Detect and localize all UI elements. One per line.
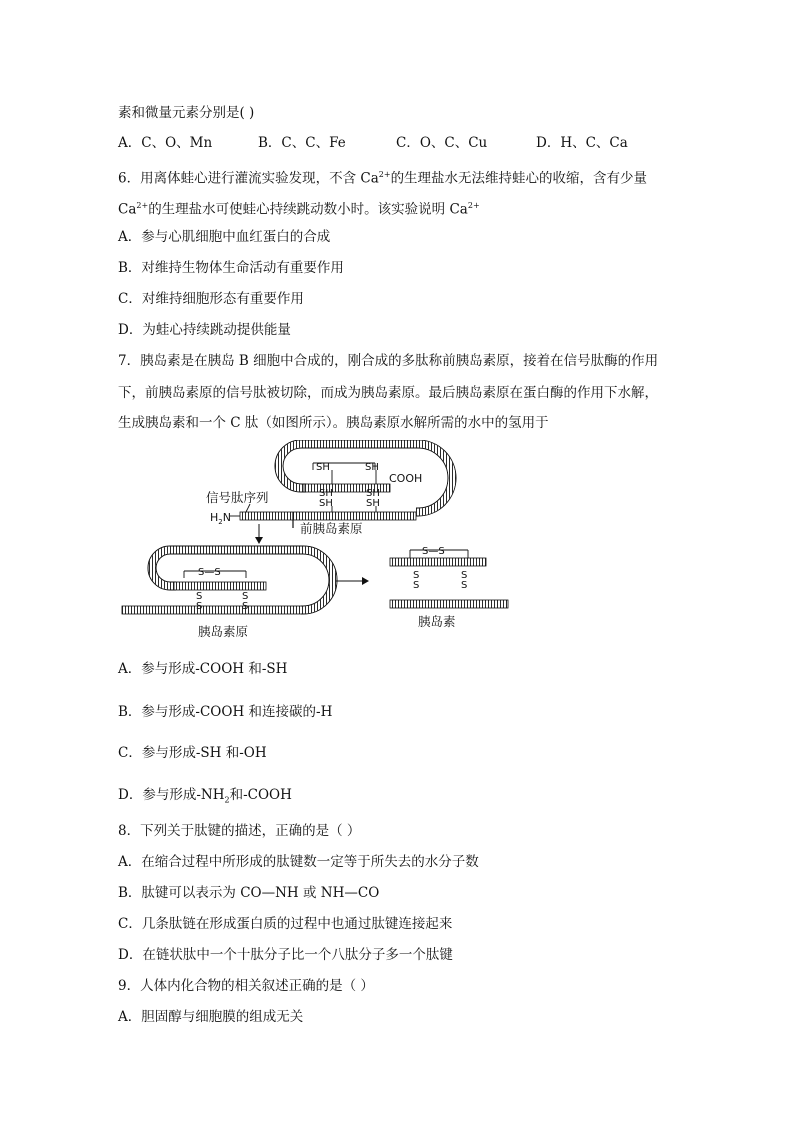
s-label-4: S <box>242 601 249 612</box>
q7-stem-line-3: 生成胰岛素和一个 C 肽（如图所示）。胰岛素原水解所需的水中的氢用于 <box>118 415 549 431</box>
q7-option-a: A．参与形成-COOH 和-SH <box>118 661 288 677</box>
q6-option-a: A．参与心肌细胞中血红蛋白的合成 <box>118 229 331 245</box>
s-label-5: S <box>413 570 420 581</box>
sh-label-5: SH <box>366 488 380 499</box>
sh-label-6: SH <box>366 498 380 509</box>
insulin-disulfide-top: S—S <box>422 546 445 557</box>
sh-label-2: SH <box>365 462 379 473</box>
preproinsulin-diagram <box>206 440 452 536</box>
preproinsulin-label: 前胰岛素原 <box>300 521 363 536</box>
q7-option-b: B．参与形成-COOH 和连接碳的-H <box>118 704 333 720</box>
signal-peptide-label: 信号肽序列 <box>206 490 269 505</box>
insulin-label: 胰岛素 <box>418 614 456 629</box>
q5-stem-tail: 素和微量元素分别是( ) <box>118 105 255 121</box>
q8-stem: 8．下列关于肽键的描述，正确的是（ ） <box>118 823 361 839</box>
q9-option-a: A．胆固醇与细胞膜的组成无关 <box>118 1009 304 1025</box>
s-label-1: S <box>196 591 203 602</box>
q9-stem: 9．人体内化合物的相关叙述正确的是（ ） <box>118 978 374 994</box>
q7-option-c: C．参与形成-SH 和-OH <box>118 745 267 761</box>
s-label-8: S <box>461 580 468 591</box>
q6-option-d: D．为蛙心持续跳动提供能量 <box>118 322 291 338</box>
proinsulin-disulfide-top: S—S <box>198 567 221 578</box>
q6-option-b: B．对维持生物体生命活动有重要作用 <box>118 260 344 276</box>
q8-option-d: D．在链状肽中一个十肽分子比一个八肽分子多一个肽键 <box>118 947 453 963</box>
cooh-label: COOH <box>389 472 423 485</box>
q7-stem-line-1: 7．胰岛素是在胰岛 B 细胞中合成的，刚合成的多肽称前胰岛素原，接着在信号肽酶的作用 <box>118 353 659 369</box>
q5-option-a: A．C、O、Mn <box>118 135 213 151</box>
q8-option-b: B．肽键可以表示为 CO—NH 或 NH—CO <box>118 885 380 901</box>
s-label-3: S <box>242 591 249 602</box>
q8-option-c: C．几条肽链在形成蛋白质的过程中也通过肽键连接起来 <box>118 916 453 932</box>
q6-option-c: C．对维持细胞形态有重要作用 <box>118 291 304 307</box>
preproinsulin-strand-bottom <box>240 512 416 520</box>
h2n-label: $H_2N$ <box>210 511 231 526</box>
q5-option-c: C．O、C、Cu <box>396 135 488 151</box>
q6-stem-line-2: $Ca^{2+}$的生理盐水可使蛙心持续跳动数小时。该实验说明 $Ca^{2+}$ <box>118 201 480 218</box>
q6-stem-line-1: 6．用离体蛙心进行灌流实验发现，不含 $Ca^{2+}$的生理盐水无法维持蛙心的收缩，含有少量 <box>118 170 648 187</box>
q5-option-b: B．C、C、Fe <box>258 135 346 151</box>
insulin-processing-figure <box>118 440 518 655</box>
q8-option-a: A．在缩合过程中所形成的肽键数一定等于所失去的水分子数 <box>118 854 479 870</box>
proinsulin-label: 胰岛素原 <box>198 624 249 639</box>
sh-label-4: SH <box>319 498 333 509</box>
insulin-diagram <box>390 546 508 629</box>
s-label-6: S <box>413 580 420 591</box>
s-label-7: S <box>461 570 468 581</box>
proinsulin-diagram <box>122 550 333 639</box>
sh-label-3: SH <box>319 488 333 499</box>
q7-stem-line-2: 下，前胰岛素原的信号肽被切除，而成为胰岛素原。最后胰岛素原在蛋白酶的作用下水解， <box>118 385 658 401</box>
s-label-2: S <box>196 601 203 612</box>
q5-option-d: D．H、C、Ca <box>536 135 628 151</box>
q7-option-d: D．参与形成$-NH_2$和-COOH <box>118 787 292 805</box>
sh-label-1: SH <box>316 462 330 473</box>
